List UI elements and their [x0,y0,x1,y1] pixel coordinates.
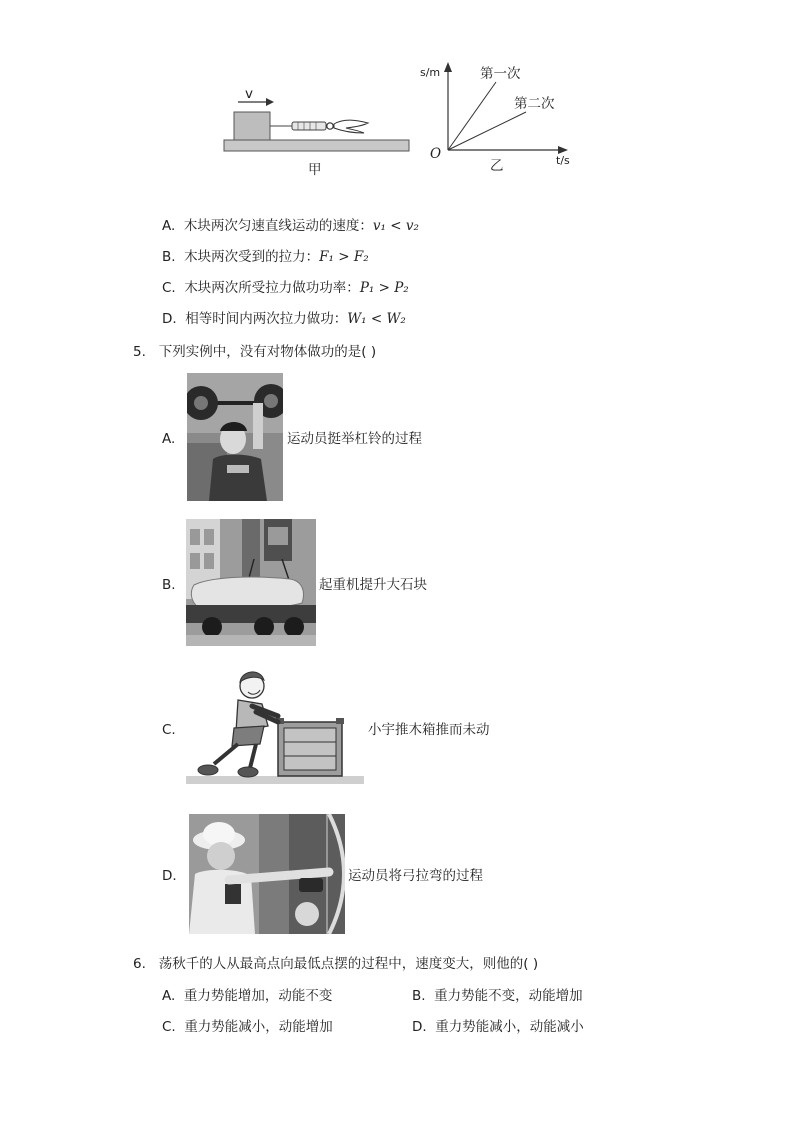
line-first [448,82,496,150]
q5-option-a-caption: 运动员挺举杠铃的过程 [287,431,422,447]
boy-box-image [186,666,364,790]
archer-photo [189,814,345,934]
q5-option-b-letter: B. [162,577,176,593]
q5-option-b-caption: 起重机提升大石块 [319,577,427,593]
figure-jia-caption: 甲 [308,162,322,178]
q6-option-b: B. 重力势能不变，动能增加 [412,988,583,1004]
figure-yi [420,58,580,176]
boy-pushing-box-illustration [186,666,364,790]
q5-option-d-letter: D. [162,868,177,884]
q4-option-b: B. 木块两次受到的拉力：F₁ > F₂ [162,249,369,265]
line2-label: 第二次 [514,96,555,112]
weightlifter-image [187,373,283,501]
q5-option-a-letter: A. [162,431,176,447]
q4-option-d: D. 相等时间内两次拉力做功：W₁ < W₂ [162,311,406,327]
q5-option-c-letter: C. [162,722,176,738]
q4-option-a: A. 木块两次匀速直线运动的速度：v₁ < v₂ [162,218,419,234]
q5-stem: 5. 下列实例中，没有对物体做功的是( ) [133,344,377,360]
q6-option-a: A. 重力势能增加，动能不变 [162,988,333,1004]
line1-label: 第一次 [480,66,521,82]
q6-option-d: D. 重力势能减小，动能减小 [412,1019,584,1035]
archer-image [189,814,345,934]
crane-image [186,519,316,646]
q6-option-c: C. 重力势能减小，动能增加 [162,1019,333,1035]
crane-stone-photo [186,519,316,646]
y-axis-label: s/m [420,66,441,79]
weightlifter-photo [187,373,283,501]
q5-option-d-caption: 运动员将弓拉弯的过程 [348,868,483,884]
line-second [448,112,526,150]
x-axis-label: t/s [556,154,570,167]
q4-option-c: C. 木块两次所受拉力做功功率：P₁ > P₂ [162,280,409,296]
v-label: v [245,86,253,102]
figure-yi-caption: 乙 [490,158,504,174]
q5-option-c-caption: 小宇推木箱推而未动 [368,722,490,738]
origin-label: O [430,146,442,162]
q6-stem: 6. 荡秋千的人从最高点向最低点摆的过程中，速度变大，则他的( ) [133,956,539,972]
figure-jia [222,86,414,178]
